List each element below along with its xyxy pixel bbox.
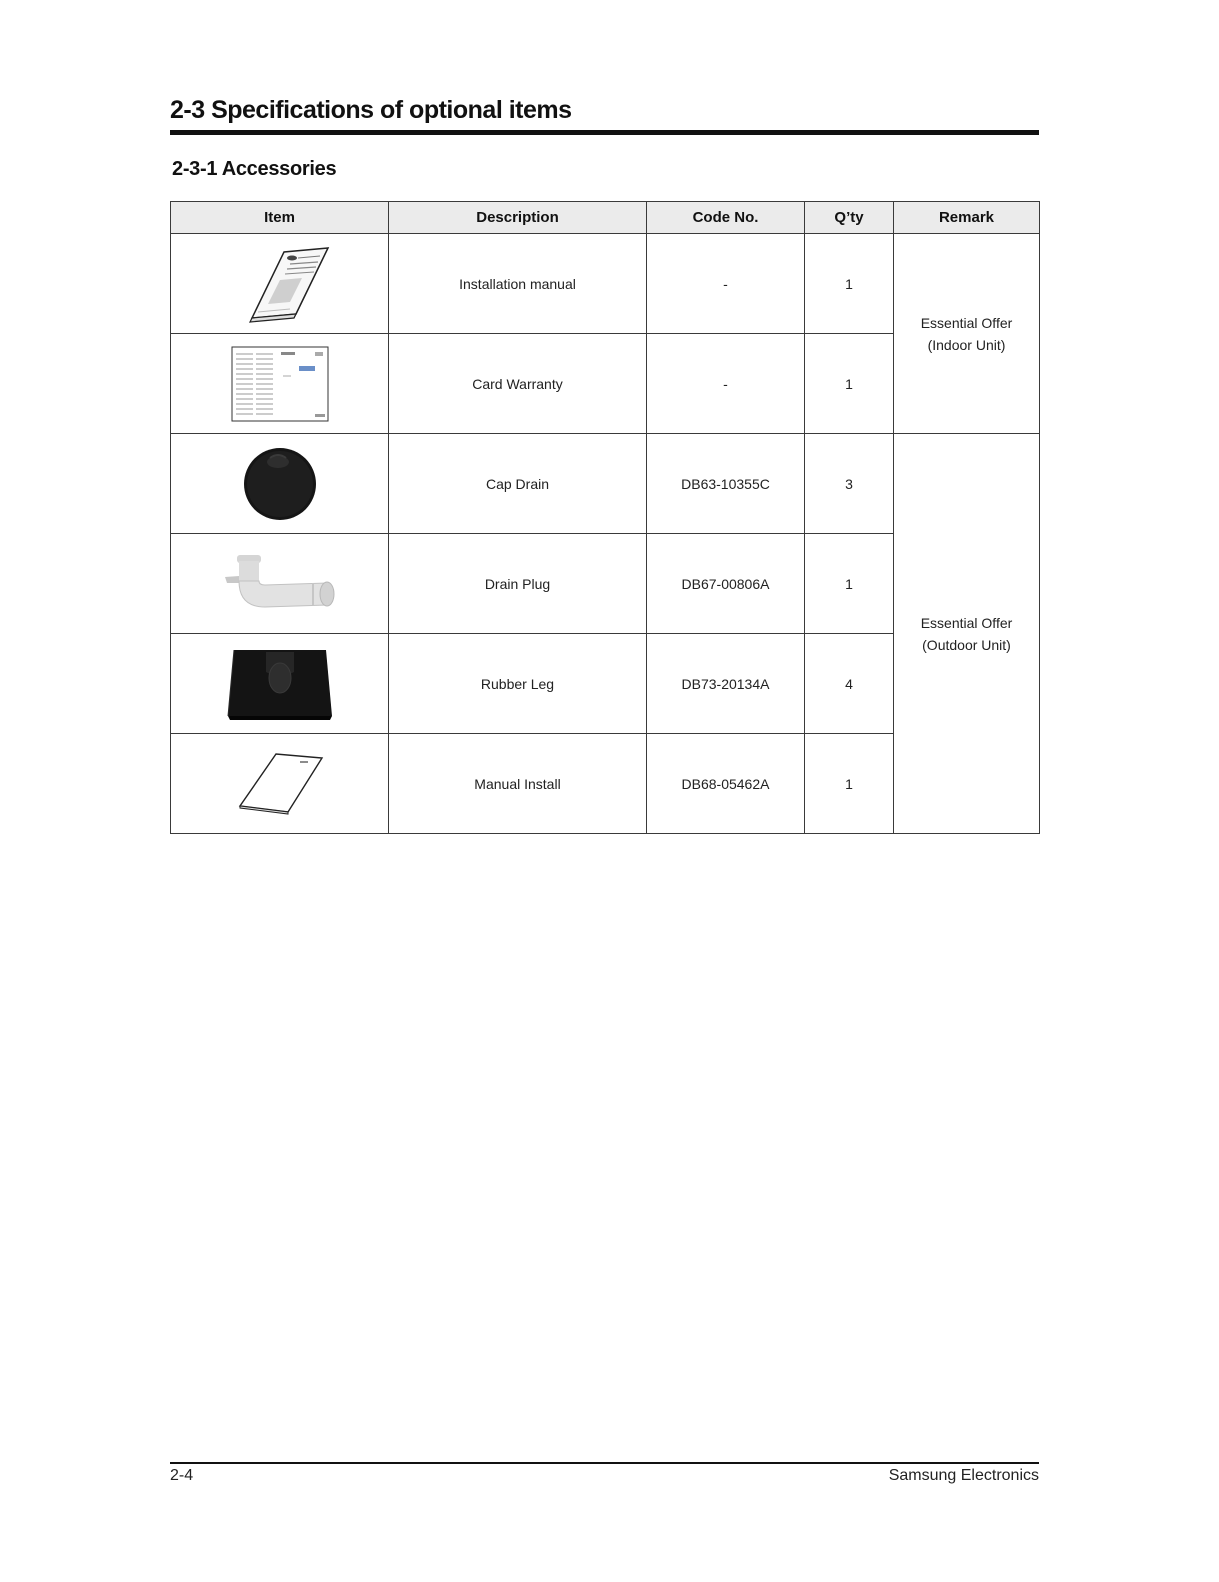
header-code-no: Code No. (647, 202, 805, 234)
code-cell: DB63-10355C (647, 434, 805, 534)
drain-plug-icon (223, 553, 337, 615)
warranty-card-icon (231, 346, 329, 422)
description-cell: Cap Drain (389, 434, 647, 534)
section-title: 2-3 Specifications of optional items (170, 96, 572, 124)
header-remark: Remark (894, 202, 1040, 234)
table-row (171, 434, 1040, 534)
item-cell (171, 334, 389, 434)
section-divider (170, 130, 1039, 135)
item-cell (171, 734, 389, 834)
description-cell: Manual Install (389, 734, 647, 834)
item-cell (171, 234, 389, 334)
remark-indoor (894, 234, 1040, 434)
table-row (171, 234, 1040, 334)
item-cell (171, 534, 389, 634)
page-number: 2-4 (170, 1467, 194, 1484)
qty-cell: 1 (805, 534, 894, 634)
qty-cell: 1 (805, 234, 894, 334)
header-qty: Q’ty (805, 202, 894, 234)
company-name: Samsung Electronics (888, 1467, 1039, 1484)
code-cell: DB67-00806A (647, 534, 805, 634)
remark-indoor-line-2: (Indoor Unit) (927, 336, 1006, 353)
manual-install-icon (236, 752, 324, 816)
header-description: Description (389, 202, 647, 234)
code-cell: - (647, 334, 805, 434)
footer-divider (170, 1462, 1039, 1464)
remark-indoor-line-1: Essential Offer (920, 314, 1013, 331)
item-cell (171, 434, 389, 534)
accessories-table (170, 201, 1040, 834)
remark-outdoor-line-1: Essential Offer (920, 614, 1013, 631)
manual-booklet-icon (230, 242, 330, 326)
qty-cell: 4 (805, 634, 894, 734)
code-cell: DB73-20134A (647, 634, 805, 734)
qty-cell: 1 (805, 334, 894, 434)
description-cell: Rubber Leg (389, 634, 647, 734)
description-cell: Installation manual (389, 234, 647, 334)
remark-outdoor-line-2: (Outdoor Unit) (922, 636, 1011, 653)
cap-drain-icon (242, 446, 318, 522)
description-cell: Card Warranty (389, 334, 647, 434)
description-cell: Drain Plug (389, 534, 647, 634)
header-item: Item (171, 202, 389, 234)
qty-cell: 3 (805, 434, 894, 534)
qty-cell: 1 (805, 734, 894, 834)
subsection-title: 2-3-1 Accessories (172, 158, 337, 180)
code-cell: DB68-05462A (647, 734, 805, 834)
table-header-row (171, 202, 1040, 234)
rubber-leg-icon (226, 646, 334, 722)
item-cell (171, 634, 389, 734)
remark-outdoor (894, 434, 1040, 834)
code-cell: - (647, 234, 805, 334)
